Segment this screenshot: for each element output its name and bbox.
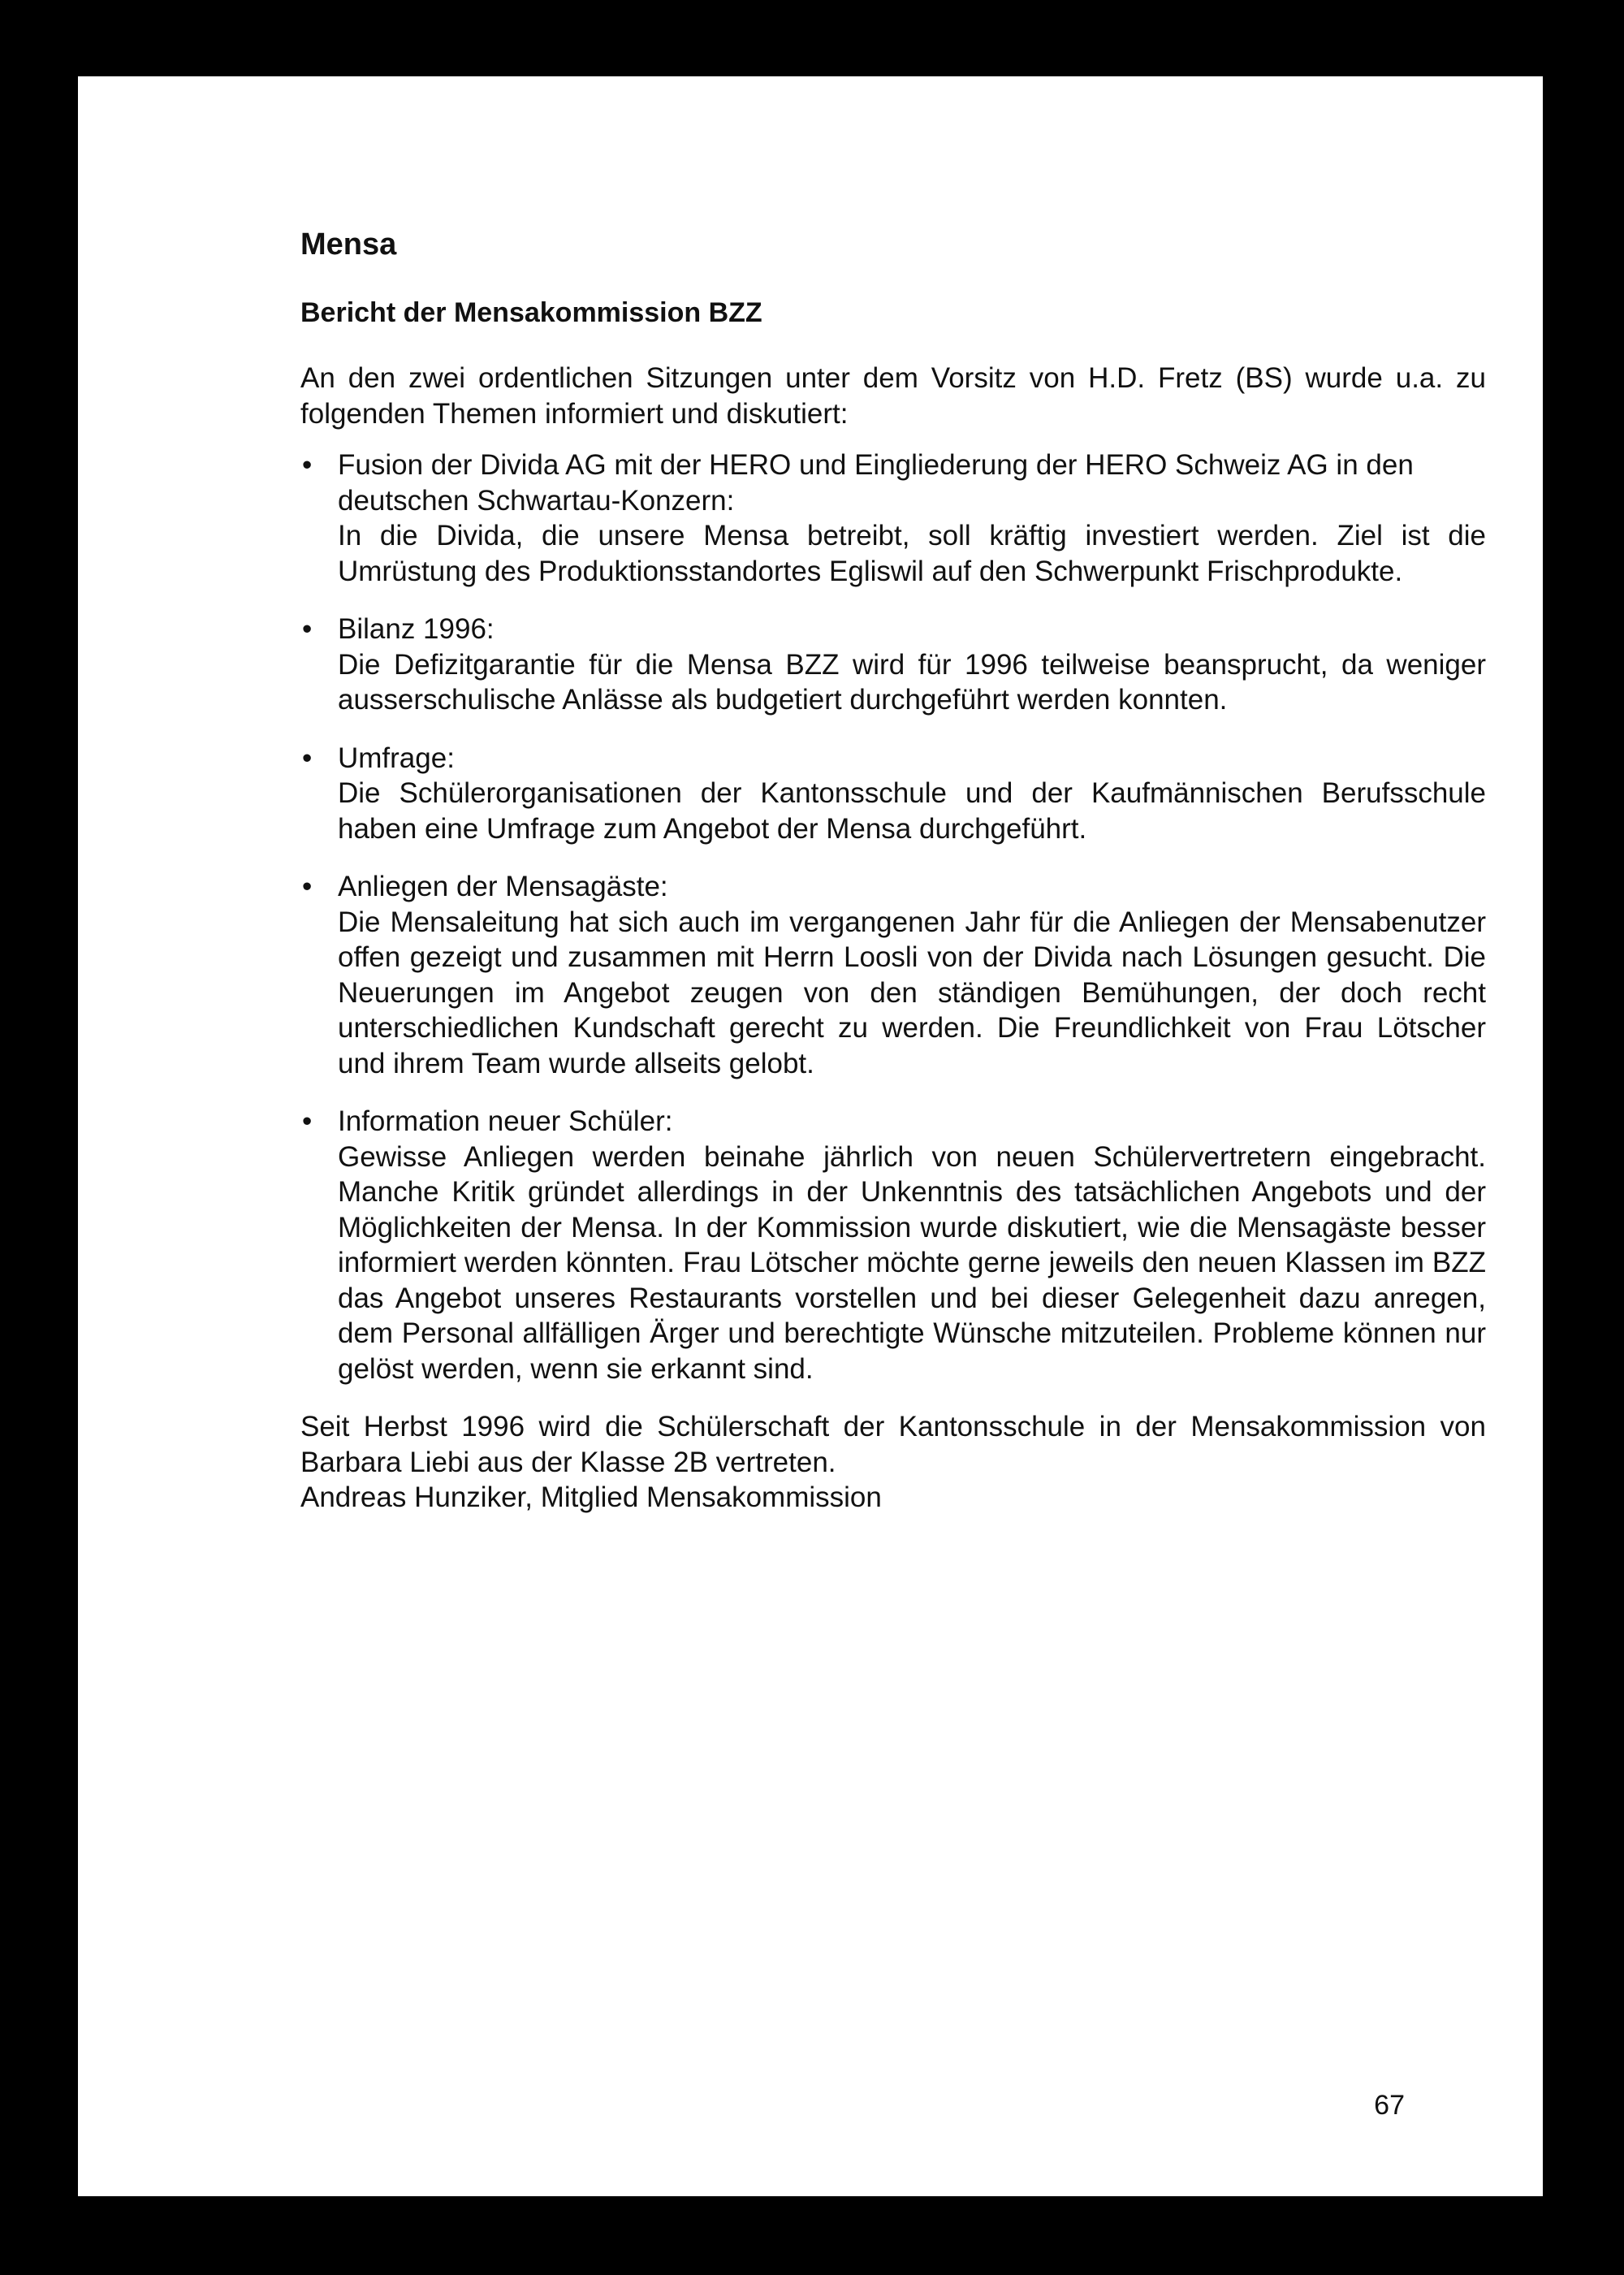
list-item — [300, 1104, 1486, 1386]
bullet-icon: • — [302, 742, 313, 774]
bullet-icon: • — [302, 1105, 313, 1137]
bullet-icon: • — [302, 871, 313, 902]
topic-list — [300, 448, 1486, 1386]
bullet-icon: • — [302, 449, 313, 481]
topic-text: Die Defizitgarantie für die Mensa BZZ wird für 1996 teilweise beansprucht, da weniger ausserschulische Anlässe als budgetiert durchgeführt werden konnten. — [338, 648, 1486, 716]
bullet-icon: • — [302, 613, 313, 645]
page-title: Mensa — [300, 227, 397, 262]
topic-heading: Fusion der Divida AG mit der HERO und Eingliederung der HERO Schweiz AG in den deutschen Schwartau-Konzern: — [338, 449, 1414, 517]
list-item — [300, 869, 1486, 1081]
closing-paragraph: Seit Herbst 1996 wird die Schülerschaft der Kantonsschule in der Mensakommission von Barbara Liebi aus der Klasse 2B vertreten. — [300, 1411, 1486, 1478]
report-body — [300, 361, 1486, 1516]
topic-heading: Anliegen der Mensagäste: — [338, 871, 668, 902]
intro-paragraph: An den zwei ordentlichen Sitzungen unter dem Vorsitz von H.D. Fretz (BS) wurde u.a. zu folgenden Themen informiert und diskutiert: — [300, 362, 1486, 430]
topic-text: In die Divida, die unsere Mensa betreibt, soll kräftig investiert werden. Ziel ist die Umrüstung des Produktionsstandortes Egliswil auf den Schwerpunkt Frischprodukte. — [338, 520, 1486, 587]
topic-heading: Information neuer Schüler: — [338, 1105, 673, 1137]
topic-text: Die Mensaleitung hat sich auch im vergangenen Jahr für die Anliegen der Mensabenutzer offen gezeigt und zusammen mit Herrn Loosli von der Divida nach Lösungen gesucht. Die Neuerungen im Angebot zeugen von den ständigen Bemühungen, der doch recht unterschiedlichen Kundschaft gerecht zu werden. Die Freundlichkeit von Frau Lötscher und ihrem Team wurde allseits gelobt. — [338, 906, 1486, 1079]
topic-text: Gewisse Anliegen werden beinahe jährlich von neuen Schülervertretern eingebracht. Manche Kritik gründet allerdings in der Unkenntnis des tatsächlichen Angebots und der Möglichkeiten der Mensa. In der Kommission wurde diskutiert, wie die Mensagäste besser informiert werden könnten. Frau Lötscher möchte gerne jeweils den neuen Klassen im BZZ das Angebot unseres Restaurants vorstellen und bei dieser Gelegenheit dazu anregen, dem Personal allfälligen Ärger und berechtigte Wünsche mitzuteilen. Probleme können nur gelöst werden, wenn sie erkannt sind. — [338, 1140, 1486, 1385]
topic-text: Die Schülerorganisationen der Kantonsschule und der Kaufmännischen Berufsschule haben eine Umfrage zum Angebot der Mensa durchgeführt. — [338, 777, 1486, 845]
list-item — [300, 612, 1486, 718]
page-number: 67 — [1374, 2090, 1405, 2121]
topic-heading: Bilanz 1996: — [338, 613, 495, 645]
list-item — [300, 448, 1486, 589]
document-page — [78, 76, 1543, 2196]
report-subtitle: Bericht der Mensakommission BZZ — [300, 297, 762, 328]
topic-heading: Umfrage: — [338, 742, 455, 774]
signature: Andreas Hunziker, Mitglied Mensakommission — [300, 1481, 882, 1513]
list-item — [300, 741, 1486, 847]
